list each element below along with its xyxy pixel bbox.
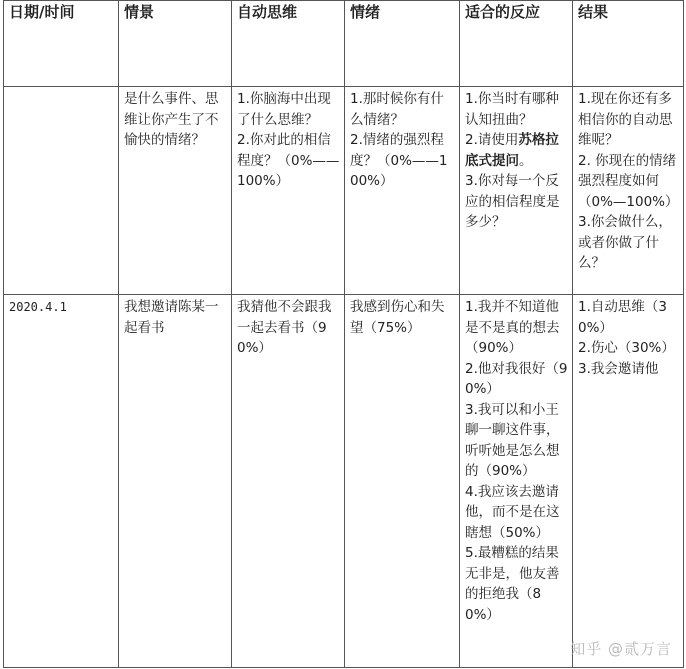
entry-response-item: 4.我应该去邀请他，而不是在这瞎想（50%） — [465, 483, 560, 541]
entry-date — [4, 295, 119, 668]
guide-thoughts-line: 1.你脑海中出现了什么思维？ — [237, 91, 331, 128]
header-emotion: 情绪 — [345, 1, 460, 87]
guide-outcome-line: 3.你会做什么，或者你做了什么？ — [578, 214, 672, 271]
guide-outcome-line: 2. 你现在的情绪强烈程度如何（0%—100%） — [578, 152, 679, 210]
entry-response-item: 5.最糟糕的结果无非是，他友善的拒绝我（80%） — [465, 545, 560, 623]
header-row — [4, 1, 684, 87]
guide-thoughts-line: 2.你对此的相信程度？（0%——100%） — [237, 132, 340, 189]
header-date: 日期/时间 — [4, 1, 119, 87]
zhihu-watermark: 知乎 @贰万言 — [570, 640, 672, 658]
entry-outcome-item: 2.伤心（30%） — [578, 340, 675, 356]
entry-emotion-text: 我感到伤心和失望（75%） — [350, 299, 445, 336]
entry-outcome-item: 1.自动思维（30%） — [578, 299, 667, 336]
guide-emotion — [345, 87, 460, 295]
entry-row — [4, 295, 684, 668]
entry-date-text: 2020.4.1 — [9, 300, 67, 314]
header-outcome: 结果 — [573, 1, 684, 87]
entry-situation — [119, 295, 232, 668]
entry-outcomes — [573, 295, 684, 668]
guide-outcome — [573, 87, 684, 295]
guide-response-line — [465, 130, 568, 171]
guide-row — [4, 87, 684, 295]
guide-emotion-line: 1.那时候你有什么情绪？ — [350, 91, 444, 128]
entry-thought — [232, 295, 345, 668]
entry-outcome-item: 3.我会邀请他 — [578, 360, 659, 377]
guide-situation-text: 是什么事件、思维让你产生了不愉快的情绪？ — [124, 91, 219, 148]
header-adaptive-response: 适合的反应 — [460, 1, 573, 87]
guide-response-prefix: 2.请使用 — [465, 132, 519, 148]
entry-response-item: 2.他对我很好（90%） — [465, 360, 568, 397]
guide-response — [460, 87, 573, 295]
guide-date-cell — [4, 87, 119, 295]
guide-emotion-line: 2.情绪的强烈程度？（0%——100%） — [350, 132, 448, 189]
guide-thoughts — [232, 87, 345, 295]
guide-situation — [119, 87, 232, 295]
guide-response-suffix: 。 — [519, 152, 533, 169]
entry-responses — [460, 295, 573, 668]
guide-response-line: 3.你对每一个反应的相信程度是多少？ — [465, 173, 560, 230]
entry-situation-text: 我想邀请陈某一起看书 — [124, 299, 219, 336]
thought-record-table — [3, 0, 684, 668]
entry-emotion — [345, 295, 460, 668]
header-situation: 情景 — [119, 1, 232, 87]
entry-thought-text: 我猜他不会跟我一起去看书 — [237, 299, 332, 336]
header-automatic-thoughts: 自动思维 — [232, 1, 345, 87]
entry-response-item: 3.我可以和小王聊一聊这件事，听听她是怎么想的（90%） — [465, 401, 560, 479]
guide-outcome-line: 1.现在你还有多相信你的自动思维呢？ — [578, 91, 673, 148]
guide-response-line: 1.你当时有哪种认知扭曲？ — [465, 91, 559, 128]
socratic-questioning-term: 苏格拉底式提问 — [465, 132, 559, 169]
entry-response-item: 1.我并不知道他是不是真的想去（90%） — [465, 299, 560, 356]
entry-thought-rating: （90%） — [237, 319, 327, 356]
